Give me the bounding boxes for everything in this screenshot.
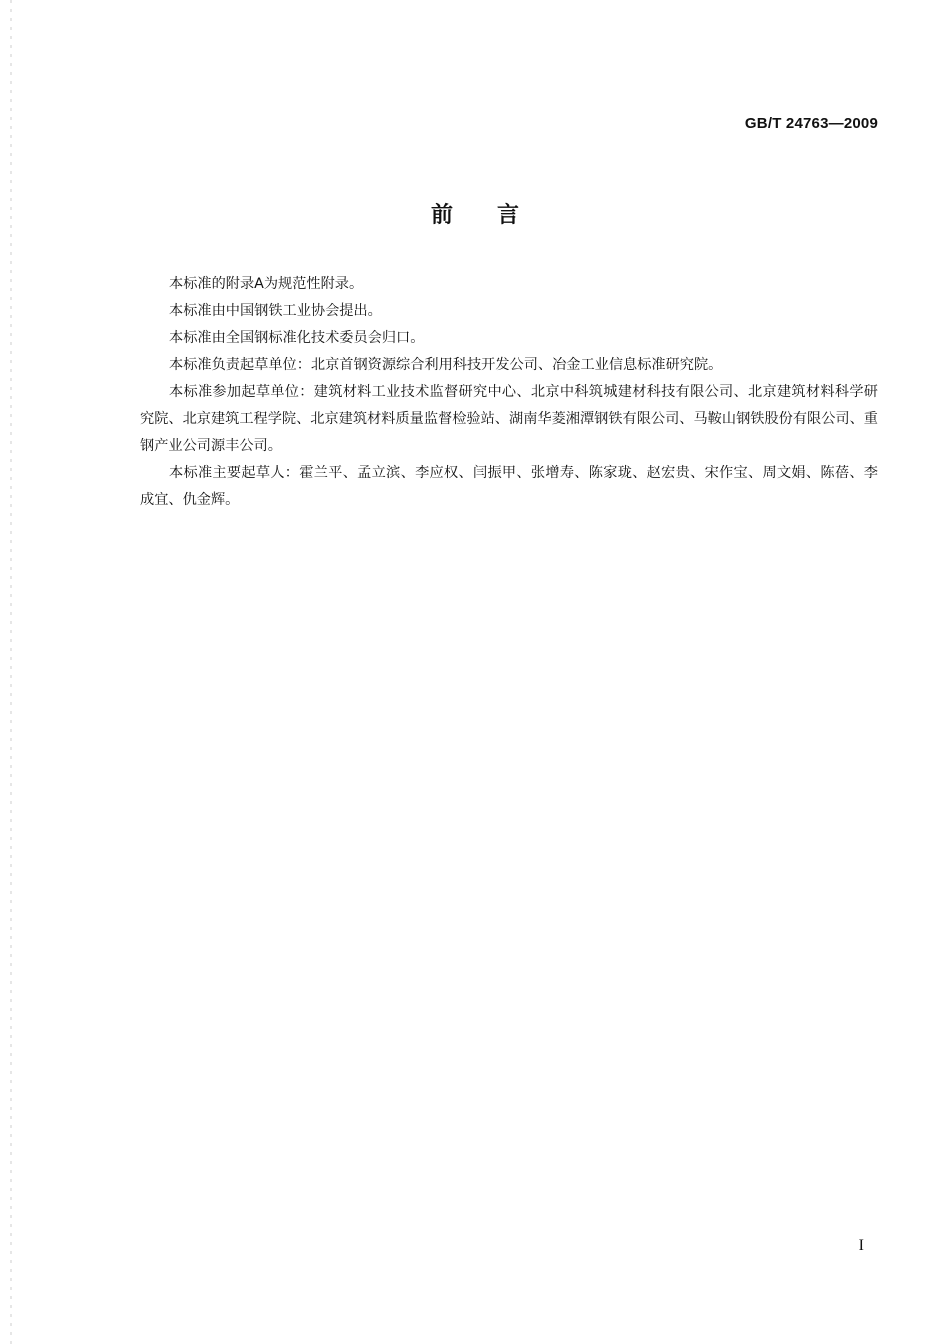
- paragraph-appendix: 本标准的附录A为规范性附录。: [169, 276, 364, 292]
- foreword-body: [140, 271, 878, 514]
- page-number: I: [858, 1237, 864, 1254]
- document-code: GB/T 24763—2009: [744, 115, 878, 132]
- page-title: 前言: [430, 203, 563, 228]
- paragraph-proposer: 本标准由中国钢铁工业协会提出。: [169, 303, 382, 319]
- paragraph-centralized-by: 本标准由全国钢标准化技术委员会归口。: [169, 330, 425, 346]
- paragraph-participating-units: 本标准参加起草单位：建筑材料工业技术监督研究中心、北京中科筑城建材科技有限公司、北京建筑材料科学研究院、北京建筑工程学院、北京建筑材料质量监督检验站、湖南华菱湘潭钢铁有限公司、马鞍山钢铁股份有限公司、重钢产业公司源丰公司。: [140, 384, 878, 454]
- paragraph-main-drafters: 本标准主要起草人：霍兰平、孟立滨、李应权、闫振甲、张增寿、陈家珑、赵宏贵、宋作宝、周文娟、陈蓓、李成宜、仇金辉。: [140, 465, 878, 508]
- paragraph-lead-drafting-units: 本标准负责起草单位：北京首钢资源综合利用科技开发公司、冶金工业信息标准研究院。: [169, 357, 723, 373]
